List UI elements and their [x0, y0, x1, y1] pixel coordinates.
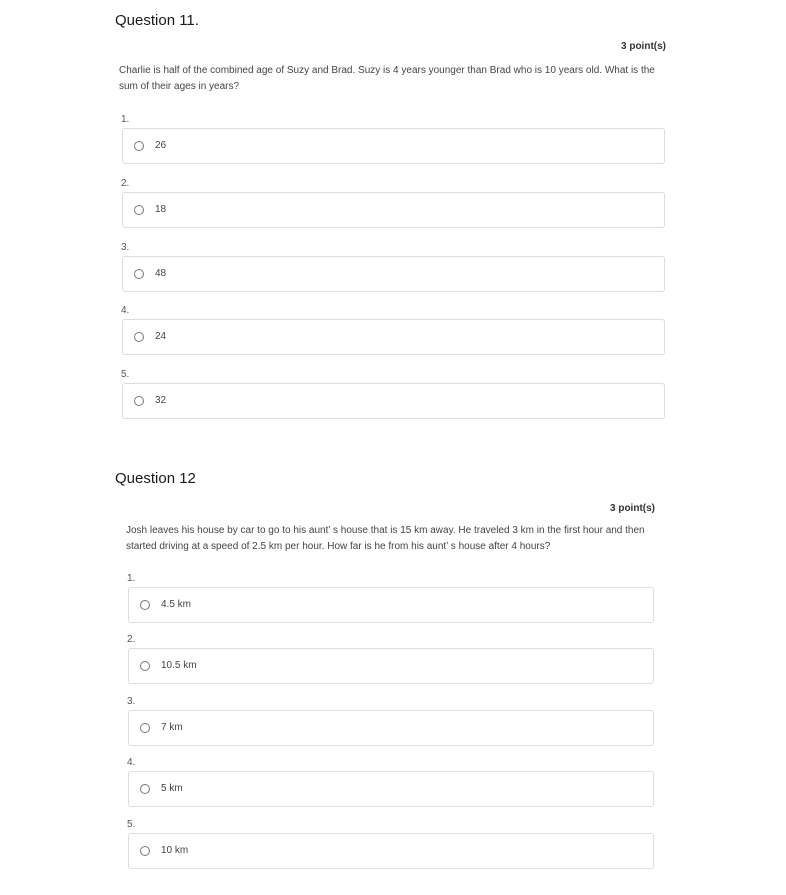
- option-number: 4.: [121, 305, 130, 316]
- option-number: 3.: [127, 696, 136, 707]
- radio-button-icon[interactable]: [140, 846, 150, 856]
- answer-option-10-km[interactable]: [128, 833, 654, 869]
- question-11-text-line-1: Charlie is half of the combined age of Suzy and Brad. Suzy is 4 years younger than Brad who is 10 years old. What is the: [119, 65, 655, 76]
- radio-button-icon[interactable]: [134, 332, 144, 342]
- option-number: 1.: [127, 573, 136, 584]
- option-number: 2.: [121, 178, 130, 189]
- answer-option-26[interactable]: [122, 128, 665, 164]
- radio-button-icon[interactable]: [140, 661, 150, 671]
- answer-option-48[interactable]: [122, 256, 665, 292]
- option-number: 4.: [127, 757, 136, 768]
- option-label: 24: [155, 331, 167, 342]
- answer-option-5-km[interactable]: [128, 771, 654, 807]
- option-number: 5.: [127, 819, 136, 830]
- option-number: 5.: [121, 369, 130, 380]
- answer-option-10-5-km[interactable]: [128, 648, 654, 684]
- option-label: 7 km: [161, 722, 183, 733]
- radio-button-icon[interactable]: [134, 396, 144, 406]
- radio-button-icon[interactable]: [134, 141, 144, 151]
- question-11-text-line-2: sum of their ages in years?: [119, 81, 240, 92]
- option-label: 26: [155, 140, 167, 151]
- question-12-text-line-1: Josh leaves his house by car to go to his aunt’ s house that is 15 km away. He traveled 3 km in the first hour and then: [126, 525, 645, 536]
- option-label: 48: [155, 268, 167, 279]
- radio-button-icon[interactable]: [140, 600, 150, 610]
- radio-button-icon[interactable]: [140, 723, 150, 733]
- option-number: 2.: [127, 634, 136, 645]
- option-label: 32: [155, 395, 167, 406]
- option-label: 10 km: [161, 845, 189, 856]
- answer-option-4-5-km[interactable]: [128, 587, 654, 623]
- question-11-title: Question 11.: [115, 12, 199, 29]
- radio-button-icon[interactable]: [134, 269, 144, 279]
- question-12-text: [126, 523, 666, 555]
- option-label: 5 km: [161, 783, 183, 794]
- answer-option-24[interactable]: [122, 319, 665, 355]
- answer-option-32[interactable]: [122, 383, 665, 419]
- option-number: 1.: [121, 114, 130, 125]
- radio-button-icon[interactable]: [140, 784, 150, 794]
- question-11-text: [119, 63, 679, 95]
- answer-option-18[interactable]: [122, 192, 665, 228]
- question-12-title: Question 12: [115, 470, 196, 487]
- question-12-points: 3 point(s): [610, 503, 655, 514]
- option-label: 4.5 km: [161, 599, 192, 610]
- radio-button-icon[interactable]: [134, 205, 144, 215]
- option-number: 3.: [121, 242, 130, 253]
- question-12-text-line-2: started driving at a speed of 2.5 km per hour. How far is he from his aunt’ s house after 4 hours?: [126, 541, 551, 552]
- option-label: 10.5 km: [161, 660, 197, 671]
- question-11-points: 3 point(s): [621, 41, 666, 52]
- option-label: 18: [155, 204, 167, 215]
- answer-option-7-km[interactable]: [128, 710, 654, 746]
